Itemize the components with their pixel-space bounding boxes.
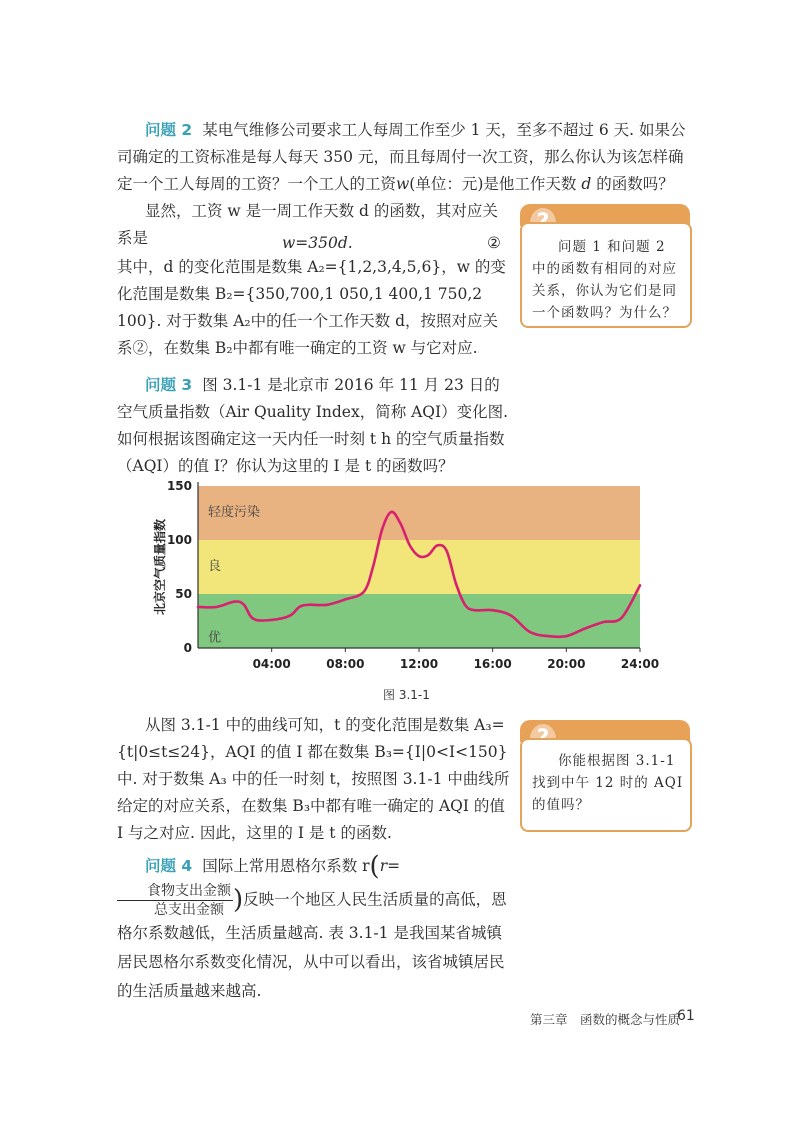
problem2-label: 问题 2 xyxy=(145,121,193,139)
problem2-text-2: (单位：元)是他工作天数 xyxy=(409,175,577,193)
chapter-footer: 第三章 函数的概念与性质 xyxy=(530,1012,681,1027)
band-label-2: 轻度污染 xyxy=(208,505,261,521)
chart-y-label: 北京空气质量指数 xyxy=(153,518,167,616)
sidebox1-text: 问题 1 和问题 2 中的函数有相同的对应关系，你认为它们是同一个函数吗？为什么？ xyxy=(532,239,677,321)
problem3-label: 问题 3 xyxy=(145,376,193,394)
problem4-text-2: 反映一个地区人民生活质量的高低，恩格尔系数越低，生活质量越高. 表 3.1-1 是我国某省城镇居民恩格尔系数变化情况，从中可以看出，该省城镇居民的生活质量越来越高. xyxy=(117,890,507,1000)
y-tick-label-1: 50 xyxy=(175,587,192,601)
x-tick-label-0: 04:00 xyxy=(252,657,291,671)
y-tick-label-2: 100 xyxy=(166,533,192,547)
x-tick-label-4: 20:00 xyxy=(547,657,586,671)
var-d: d xyxy=(581,175,592,193)
engel-fraction xyxy=(117,882,233,919)
figure-caption: 图 3.1-1 xyxy=(383,688,430,702)
fraction-denominator: 总支出金额 xyxy=(154,901,224,918)
problem4-text-1: 国际上常用恩格尔系数 r xyxy=(202,857,370,875)
problem2-text-3: 的函数吗？ xyxy=(596,175,674,193)
chart-x-ticks xyxy=(253,648,660,671)
band-2 xyxy=(198,486,640,540)
y-tick-label-0: 0 xyxy=(183,641,192,655)
chart-bands xyxy=(198,486,640,648)
band-label-0: 优 xyxy=(208,630,222,646)
formula-text: w=350d. xyxy=(282,234,353,252)
sidebox2-text: 你能根据图 3.1-1 找到中午 12 时的 AQI 的值吗？ xyxy=(532,753,684,813)
r-equals: r= xyxy=(379,857,401,875)
problem2-analysis-1: 显然，工资 w 是一周工作天数 d 的函数，其对应关系是 xyxy=(117,202,498,247)
problem4-paragraph xyxy=(117,852,512,1006)
problem2-text-1: 某电气维修公司要求工人每周工作至少 1 天，至多不超过 6 天. 如果公司确定的工资标准是每人每天 350 元，而且每周付一次工资，那么你认为该怎样确定一个工人每周的工资？一个工人的工资 xyxy=(117,121,686,193)
page-number: 61 xyxy=(677,1008,695,1024)
problem3-paragraph xyxy=(117,372,512,480)
problem2-paragraph xyxy=(117,117,697,198)
x-tick-label-1: 08:00 xyxy=(326,657,365,671)
band-label-1: 良 xyxy=(208,559,222,575)
paren-close: ) xyxy=(233,884,244,915)
x-tick-label-2: 12:00 xyxy=(399,657,439,671)
fraction-numerator: 食物支出金额 xyxy=(117,882,233,901)
problem3-analysis: 从图 3.1-1 中的曲线可知，t 的变化范围是数集 A₃={t|0≤t≤24}，AQI 的值 I 都在数集 B₃={I|0<I<150}中. 对于数集 A₃ 中的任一时刻 t，按照图 3.1-1 中曲线所给定的对应关系，在数集 B₃中都有唯一确定的 AQI 的值 I 与之对应. 因此，这里的 I 是 t 的函数. xyxy=(117,716,510,842)
aqi-chart xyxy=(150,478,800,678)
x-tick-label-3: 16:00 xyxy=(473,657,512,671)
problem2-analysis-2: 其中，d 的变化范围是数集 A₂={1,2,3,4,5,6}，w 的变化范围是数集 B₂={350,700,1 050,1 400,1 750,2 100}. 对于数集 A₂中的任一个工作天数 d，按照对应关系②，在数集 B₂中都有唯一确定的工资 w 与它对应. xyxy=(117,258,506,357)
paren-open: ( xyxy=(369,851,380,882)
band-1 xyxy=(198,540,640,594)
x-tick-label-5: 24:00 xyxy=(620,657,660,671)
var-w: w xyxy=(396,175,410,193)
chart-y-ticks xyxy=(167,479,192,655)
y-tick-label-3: 150 xyxy=(166,479,192,493)
problem4-label: 问题 4 xyxy=(145,857,193,875)
problem3-text: 图 3.1-1 是北京市 2016 年 11 月 23 日的空气质量指数（Air Quality Index，简称 AQI）变化图. 如何根据该图确定这一天内任一时刻 t h 的空气质量指数（AQI）的值 I？你认为这里的 I 是 t 的函数吗？ xyxy=(117,376,509,475)
formula-number: ② xyxy=(487,234,501,252)
